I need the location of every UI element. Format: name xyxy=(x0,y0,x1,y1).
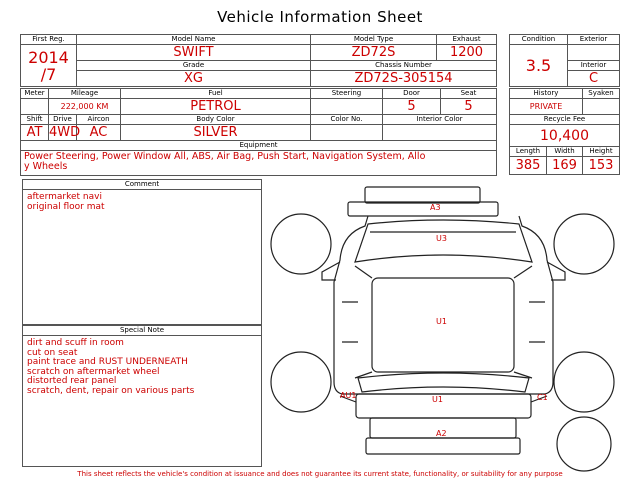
height-label: Height xyxy=(583,147,620,157)
first-reg-label: First Reg. xyxy=(21,35,77,45)
interior-value: C xyxy=(568,71,620,87)
meter-label: Meter xyxy=(21,89,49,99)
body-color-value: SILVER xyxy=(121,125,311,141)
comment-line: original floor mat xyxy=(27,201,105,212)
recycle-value: 10,400 xyxy=(510,125,620,147)
special-note-list xyxy=(23,336,261,399)
special-note-label: Special Note xyxy=(23,326,261,336)
steering-value xyxy=(311,99,383,115)
mark-u3: U3 xyxy=(436,234,447,243)
condition-label: Condition xyxy=(510,35,568,45)
model-name-label: Model Name xyxy=(77,35,311,45)
exterior-label: Exterior xyxy=(568,35,620,45)
vehicle-details-table xyxy=(20,88,497,176)
equipment-value: Power Steering, Power Window All, ABS, Air Bag, Push Start, Navigation System, Allo y Wheels xyxy=(21,151,497,176)
width-value: 169 xyxy=(547,157,583,175)
comment-list xyxy=(23,190,261,215)
exhaust-value: 1200 xyxy=(437,45,497,61)
recycle-label: Recycle Fee xyxy=(510,115,620,125)
top-info-table xyxy=(20,34,497,87)
comment-box xyxy=(22,179,262,325)
special-note-line: dirt and scuff in room xyxy=(27,338,124,348)
condition-table xyxy=(509,34,620,87)
height-value: 153 xyxy=(583,157,620,175)
aircon-label: Aircon xyxy=(77,115,121,125)
mark-a3: A3 xyxy=(430,203,441,212)
mark-c1: C1 xyxy=(537,393,548,402)
first-reg-value: 2014 /7 xyxy=(21,45,77,87)
mileage-label: Mileage xyxy=(49,89,121,99)
special-note-line: scratch on aftermarket wheel xyxy=(27,366,160,377)
special-note-line: paint trace and RUST UNDERNEATH xyxy=(27,357,188,367)
door-value: 5 xyxy=(383,99,441,115)
mark-a2: A2 xyxy=(436,429,447,438)
interior-color-value xyxy=(383,125,497,141)
grade-value: XG xyxy=(77,71,311,87)
syaken-label: Syaken xyxy=(583,89,620,99)
wheel-front-left xyxy=(271,214,331,274)
shift-label: Shift xyxy=(21,115,49,125)
chassis-value: ZD72S-305154 xyxy=(311,71,497,87)
exhaust-label: Exhaust xyxy=(437,35,497,45)
grade-label: Grade xyxy=(77,61,311,71)
spare-wheel xyxy=(557,417,611,471)
fuel-value: PETROL xyxy=(121,99,311,115)
shift-value: AT xyxy=(21,125,49,141)
seat-label: Seat xyxy=(441,89,497,99)
comment-line: aftermarket navi xyxy=(27,192,102,202)
mark-au1: AU1 xyxy=(340,391,357,400)
length-label: Length xyxy=(510,147,547,157)
door-label: Door xyxy=(383,89,441,99)
seat-value: 5 xyxy=(441,99,497,115)
fuel-label: Fuel xyxy=(121,89,311,99)
syaken-value xyxy=(583,99,620,115)
width-label: Width xyxy=(547,147,583,157)
body-color-label: Body Color xyxy=(121,115,311,125)
mark-u1-center: U1 xyxy=(436,317,447,326)
page-title: Vehicle Information Sheet xyxy=(217,8,423,26)
car-damage-diagram xyxy=(270,182,620,472)
model-type-value: ZD72S xyxy=(311,45,437,61)
mark-u1-bottom: U1 xyxy=(432,395,443,404)
aircon-value: AC xyxy=(77,125,121,141)
interior-label: Interior xyxy=(568,61,620,71)
meter-value xyxy=(21,99,49,115)
chassis-label: Chassis Number xyxy=(311,61,497,71)
history-label: History xyxy=(510,89,583,99)
history-value: PRIVATE xyxy=(510,99,583,115)
condition-value: 3.5 xyxy=(510,45,568,87)
wheel-rear-right xyxy=(554,352,614,412)
exterior-value xyxy=(568,45,620,61)
history-table xyxy=(509,88,620,175)
wheel-front-right xyxy=(554,214,614,274)
length-value: 385 xyxy=(510,157,547,175)
special-note-line: distorted rear panel xyxy=(27,376,117,386)
wheel-rear-left xyxy=(271,352,331,412)
drive-label: Drive xyxy=(49,115,77,125)
special-note-box xyxy=(22,325,262,467)
special-note-line: cut on seat xyxy=(27,347,78,358)
interior-color-label: Interior Color xyxy=(383,115,497,125)
equipment-label: Equipment xyxy=(21,141,497,151)
color-no-label: Color No. xyxy=(311,115,383,125)
color-no-value xyxy=(311,125,383,141)
comment-label: Comment xyxy=(23,180,261,190)
model-name-value: SWIFT xyxy=(77,45,311,61)
mileage-value: 222,000 KM xyxy=(49,99,121,115)
disclaimer-footer: This sheet reflects the vehicle's condition at issuance and does not guarantee its current state, functionality, or suitability for any purpose xyxy=(77,470,563,478)
steering-label: Steering xyxy=(311,89,383,99)
model-type-label: Model Type xyxy=(311,35,437,45)
drive-value: 4WD xyxy=(49,125,81,140)
special-note-line: scratch, dent, repair on various parts xyxy=(27,385,195,396)
